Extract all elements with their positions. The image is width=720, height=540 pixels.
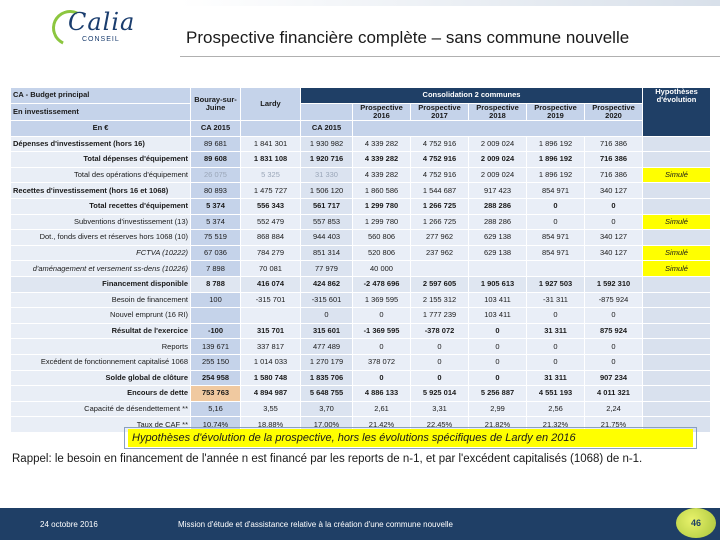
cell: 0 bbox=[411, 370, 469, 386]
cell: 3,31 bbox=[411, 401, 469, 417]
cell: 2,56 bbox=[527, 401, 585, 417]
table-row bbox=[11, 183, 711, 199]
footer-date: 24 octobre 2016 bbox=[40, 520, 98, 529]
cell: 3,70 bbox=[301, 401, 353, 417]
cell: 5,16 bbox=[191, 401, 241, 417]
table-row bbox=[11, 167, 711, 183]
cell: 477 489 bbox=[301, 339, 353, 355]
cell: 753 763 bbox=[191, 386, 241, 402]
row-label: Solde global de clôture bbox=[11, 370, 191, 386]
cell bbox=[241, 308, 301, 324]
hypothesis-cell: Simulé bbox=[643, 214, 711, 230]
cell: 5 325 bbox=[241, 167, 301, 183]
cell: 75 519 bbox=[191, 230, 241, 246]
cell: 1 270 179 bbox=[301, 355, 353, 371]
cell bbox=[527, 261, 585, 277]
header-p2020: Prospective 2020 bbox=[585, 103, 643, 121]
cell: 0 bbox=[527, 214, 585, 230]
cell: -1 369 595 bbox=[353, 323, 411, 339]
cell: -875 924 bbox=[585, 292, 643, 308]
row-label: d'aménagement et versement ss-dens (10226) bbox=[11, 261, 191, 277]
title-decoration bbox=[180, 0, 720, 6]
footer-mission: Mission d'étude et d'assistance relative à la création d'une commune nouvelle bbox=[178, 520, 453, 529]
cell: 21,75% bbox=[585, 417, 643, 433]
cell: 0 bbox=[411, 339, 469, 355]
cell bbox=[411, 261, 469, 277]
cell: 4 339 282 bbox=[353, 167, 411, 183]
cell: 139 671 bbox=[191, 339, 241, 355]
hypothesis-cell bbox=[643, 199, 711, 215]
hypothesis-cell bbox=[643, 370, 711, 386]
cell: 2 009 024 bbox=[469, 167, 527, 183]
cell: 552 479 bbox=[241, 214, 301, 230]
cell: 2,99 bbox=[469, 401, 527, 417]
cell: 1 299 780 bbox=[353, 199, 411, 215]
cell: 0 bbox=[469, 323, 527, 339]
table-row bbox=[11, 292, 711, 308]
cell: 875 924 bbox=[585, 323, 643, 339]
cell: 1 506 120 bbox=[301, 183, 353, 199]
header-lardy-blank bbox=[241, 121, 301, 137]
cell: 337 817 bbox=[241, 339, 301, 355]
cell: 1 860 586 bbox=[353, 183, 411, 199]
table-row bbox=[11, 230, 711, 246]
cell: 1 544 687 bbox=[411, 183, 469, 199]
cell: 7 898 bbox=[191, 261, 241, 277]
cell: 2 009 024 bbox=[469, 152, 527, 168]
header-p2016: Prospective 2016 bbox=[353, 103, 411, 121]
table-row bbox=[11, 277, 711, 293]
cell: 5 374 bbox=[191, 214, 241, 230]
table-row bbox=[11, 401, 711, 417]
cell: 70 081 bbox=[241, 261, 301, 277]
cell: 5 648 755 bbox=[301, 386, 353, 402]
cell: 340 127 bbox=[585, 183, 643, 199]
cell: 0 bbox=[353, 308, 411, 324]
hypothesis-cell bbox=[643, 386, 711, 402]
cell: 0 bbox=[527, 355, 585, 371]
table-row bbox=[11, 152, 711, 168]
cell: 1 777 239 bbox=[411, 308, 469, 324]
cell: 1 835 706 bbox=[301, 370, 353, 386]
cell: 716 386 bbox=[585, 152, 643, 168]
cell: 103 411 bbox=[469, 308, 527, 324]
cell: 4 752 916 bbox=[411, 152, 469, 168]
table-row bbox=[11, 339, 711, 355]
cell: 0 bbox=[411, 355, 469, 371]
cell: 0 bbox=[585, 214, 643, 230]
row-label: Résultat de l'exercice bbox=[11, 323, 191, 339]
calia-logo bbox=[52, 8, 142, 48]
cell: 288 286 bbox=[469, 199, 527, 215]
row-label: Dot., fonds divers et réserves hors 1068 (10) bbox=[11, 230, 191, 246]
rappel-note: Rappel: le besoin en financement de l'année n est financé par les reports de n-1, et par l'excédent capitalisés (1068) de n-1. bbox=[12, 453, 643, 465]
title-underline bbox=[180, 56, 720, 57]
cell: 10,74% bbox=[191, 417, 241, 433]
row-label: Total dépenses d'équipement bbox=[11, 152, 191, 168]
header-p2018: Prospective 2018 bbox=[469, 103, 527, 121]
cell: 4 894 987 bbox=[241, 386, 301, 402]
cell: 854 971 bbox=[527, 245, 585, 261]
header-invest-label: En investissement bbox=[11, 103, 191, 121]
cell bbox=[191, 308, 241, 324]
row-label: Reports bbox=[11, 339, 191, 355]
cell: 0 bbox=[585, 308, 643, 324]
table-body bbox=[11, 136, 711, 432]
cell: 89 608 bbox=[191, 152, 241, 168]
cell: 1 014 033 bbox=[241, 355, 301, 371]
cell: 4 339 282 bbox=[353, 136, 411, 152]
cell: 854 971 bbox=[527, 230, 585, 246]
cell: 1 896 192 bbox=[527, 152, 585, 168]
cell: 0 bbox=[585, 355, 643, 371]
cell: 561 717 bbox=[301, 199, 353, 215]
cell: 315 601 bbox=[301, 323, 353, 339]
cell: 0 bbox=[469, 339, 527, 355]
cell: 26 075 bbox=[191, 167, 241, 183]
header-euro-label: En € bbox=[11, 121, 191, 137]
cell: -315 601 bbox=[301, 292, 353, 308]
cell: 560 806 bbox=[353, 230, 411, 246]
cell: 89 681 bbox=[191, 136, 241, 152]
cell: 944 403 bbox=[301, 230, 353, 246]
row-label: Nouvel emprunt (16 RI) bbox=[11, 308, 191, 324]
row-label: Total recettes d'équipement bbox=[11, 199, 191, 215]
hypothesis-cell bbox=[643, 355, 711, 371]
table-row bbox=[11, 355, 711, 371]
page-number-badge: 46 bbox=[676, 508, 716, 538]
cell: 0 bbox=[353, 339, 411, 355]
row-label: FCTVA (10222) bbox=[11, 245, 191, 261]
table-row bbox=[11, 199, 711, 215]
cell: 1 841 301 bbox=[241, 136, 301, 152]
cell: 31 330 bbox=[301, 167, 353, 183]
logo-sub-text: CONSEIL bbox=[82, 36, 120, 43]
table-row bbox=[11, 136, 711, 152]
cell: 77 979 bbox=[301, 261, 353, 277]
cell: 520 806 bbox=[353, 245, 411, 261]
row-label: Capacité de désendettement ** bbox=[11, 401, 191, 417]
cell: 21,42% bbox=[353, 417, 411, 433]
hypothesis-cell bbox=[643, 339, 711, 355]
cell: 4 339 282 bbox=[353, 152, 411, 168]
cell: -31 311 bbox=[527, 292, 585, 308]
hypothesis-note: Hypothèses d'évolution de la prospective, hors les évolutions spécifiques de Lardy en 2016 bbox=[128, 429, 693, 447]
cell: 557 853 bbox=[301, 214, 353, 230]
cell: 854 971 bbox=[527, 183, 585, 199]
footer-bar bbox=[0, 508, 720, 540]
cell: 1 266 725 bbox=[411, 214, 469, 230]
header-bouray-ca: CA 2015 bbox=[191, 121, 241, 137]
cell: 0 bbox=[527, 308, 585, 324]
header-hypotheses: Hypothèses d'évolution bbox=[643, 88, 711, 137]
hypothesis-cell: Simulé bbox=[643, 167, 711, 183]
table-row bbox=[11, 370, 711, 386]
header-lardy: Lardy bbox=[241, 88, 301, 121]
cell: 31 311 bbox=[527, 370, 585, 386]
cell: 907 234 bbox=[585, 370, 643, 386]
hypothesis-cell: Simulé bbox=[643, 261, 711, 277]
row-label: Financement disponible bbox=[11, 277, 191, 293]
cell: 277 962 bbox=[411, 230, 469, 246]
row-label: Encours de dette bbox=[11, 386, 191, 402]
header-consol-ca: CA 2015 bbox=[301, 121, 353, 137]
row-label: Taux de CAF ** bbox=[11, 417, 191, 433]
cell: 340 127 bbox=[585, 230, 643, 246]
cell: 716 386 bbox=[585, 167, 643, 183]
cell: 288 286 bbox=[469, 214, 527, 230]
cell: 255 150 bbox=[191, 355, 241, 371]
cell: 8 788 bbox=[191, 277, 241, 293]
cell: 67 036 bbox=[191, 245, 241, 261]
cell: 1 475 727 bbox=[241, 183, 301, 199]
row-label: Subventions d'investissement (13) bbox=[11, 214, 191, 230]
cell: 1 831 108 bbox=[241, 152, 301, 168]
row-label: Dépenses d'investissement (hors 16) bbox=[11, 136, 191, 152]
cell: 556 343 bbox=[241, 199, 301, 215]
hypothesis-cell bbox=[643, 277, 711, 293]
cell: 0 bbox=[469, 355, 527, 371]
hypothesis-cell: Simulé bbox=[643, 245, 711, 261]
cell: 716 386 bbox=[585, 136, 643, 152]
header-p2019: Prospective 2019 bbox=[527, 103, 585, 121]
header-years-spacer bbox=[353, 121, 643, 137]
cell: 2 155 312 bbox=[411, 292, 469, 308]
row-label: Besoin de financement bbox=[11, 292, 191, 308]
table-row bbox=[11, 308, 711, 324]
cell: 1 930 982 bbox=[301, 136, 353, 152]
cell: 340 127 bbox=[585, 245, 643, 261]
cell: 868 884 bbox=[241, 230, 301, 246]
cell: 0 bbox=[585, 199, 643, 215]
cell: 17,00% bbox=[301, 417, 353, 433]
hypothesis-cell bbox=[643, 152, 711, 168]
header-blank bbox=[301, 103, 353, 121]
cell bbox=[469, 261, 527, 277]
table-row bbox=[11, 323, 711, 339]
hypothesis-cell bbox=[643, 183, 711, 199]
cell: 1 580 748 bbox=[241, 370, 301, 386]
cell: 784 279 bbox=[241, 245, 301, 261]
hypothesis-cell bbox=[643, 292, 711, 308]
cell: 5 256 887 bbox=[469, 386, 527, 402]
cell: 1 299 780 bbox=[353, 214, 411, 230]
cell: 103 411 bbox=[469, 292, 527, 308]
cell: 22,45% bbox=[411, 417, 469, 433]
hypothesis-cell bbox=[643, 136, 711, 152]
cell: 80 893 bbox=[191, 183, 241, 199]
cell: 0 bbox=[301, 308, 353, 324]
hypothesis-cell bbox=[643, 323, 711, 339]
row-label: Recettes d'investissement (hors 16 et 1068) bbox=[11, 183, 191, 199]
cell: 0 bbox=[353, 370, 411, 386]
cell: 1 920 716 bbox=[301, 152, 353, 168]
cell: -315 701 bbox=[241, 292, 301, 308]
row-label: Total des opérations d'équipement bbox=[11, 167, 191, 183]
cell: 2,24 bbox=[585, 401, 643, 417]
cell: 4 752 916 bbox=[411, 136, 469, 152]
cell: 1 896 192 bbox=[527, 136, 585, 152]
hypothesis-cell bbox=[643, 230, 711, 246]
cell: 1 266 725 bbox=[411, 199, 469, 215]
cell: 378 072 bbox=[353, 355, 411, 371]
prospective-table bbox=[10, 87, 711, 433]
cell: 31 311 bbox=[527, 323, 585, 339]
cell: 4 886 133 bbox=[353, 386, 411, 402]
cell: 424 862 bbox=[301, 277, 353, 293]
cell: 5 925 014 bbox=[411, 386, 469, 402]
cell: 4 752 916 bbox=[411, 167, 469, 183]
cell: 0 bbox=[527, 199, 585, 215]
cell: 5 374 bbox=[191, 199, 241, 215]
cell: 1 369 595 bbox=[353, 292, 411, 308]
cell: 315 701 bbox=[241, 323, 301, 339]
table-row bbox=[11, 386, 711, 402]
table-row bbox=[11, 261, 711, 277]
cell: 1 592 310 bbox=[585, 277, 643, 293]
header-p2017: Prospective 2017 bbox=[411, 103, 469, 121]
cell: -100 bbox=[191, 323, 241, 339]
cell: -2 478 696 bbox=[353, 277, 411, 293]
cell: 1 896 192 bbox=[527, 167, 585, 183]
hypothesis-cell bbox=[643, 308, 711, 324]
table-row bbox=[11, 214, 711, 230]
cell: 21,82% bbox=[469, 417, 527, 433]
cell: -378 072 bbox=[411, 323, 469, 339]
cell: 629 138 bbox=[469, 230, 527, 246]
cell: 0 bbox=[527, 339, 585, 355]
row-label: Excédent de fonctionnement capitalisé 1068 bbox=[11, 355, 191, 371]
logo-main-text: Calia bbox=[68, 8, 136, 36]
cell: 100 bbox=[191, 292, 241, 308]
cell: 237 962 bbox=[411, 245, 469, 261]
cell: 0 bbox=[469, 370, 527, 386]
cell: 1 905 613 bbox=[469, 277, 527, 293]
cell: 629 138 bbox=[469, 245, 527, 261]
cell: 1 927 503 bbox=[527, 277, 585, 293]
cell: 18,88% bbox=[241, 417, 301, 433]
cell: 4 551 193 bbox=[527, 386, 585, 402]
cell: 2,61 bbox=[353, 401, 411, 417]
hypothesis-cell bbox=[643, 401, 711, 417]
header-ca-label: CA - Budget principal bbox=[11, 88, 191, 104]
header-bouray: Bouray-sur-Juine bbox=[191, 88, 241, 121]
cell bbox=[585, 261, 643, 277]
header-consolidation: Consolidation 2 communes bbox=[301, 88, 643, 104]
cell: 40 000 bbox=[353, 261, 411, 277]
cell: 21,32% bbox=[527, 417, 585, 433]
cell: 851 314 bbox=[301, 245, 353, 261]
cell: 254 958 bbox=[191, 370, 241, 386]
cell: 2 009 024 bbox=[469, 136, 527, 152]
cell: 416 074 bbox=[241, 277, 301, 293]
cell: 3,55 bbox=[241, 401, 301, 417]
cell: 2 597 605 bbox=[411, 277, 469, 293]
cell: 4 011 321 bbox=[585, 386, 643, 402]
slide-title: Prospective financière complète – sans commune nouvelle bbox=[186, 28, 630, 47]
cell: 0 bbox=[585, 339, 643, 355]
table-row bbox=[11, 245, 711, 261]
cell: 917 423 bbox=[469, 183, 527, 199]
